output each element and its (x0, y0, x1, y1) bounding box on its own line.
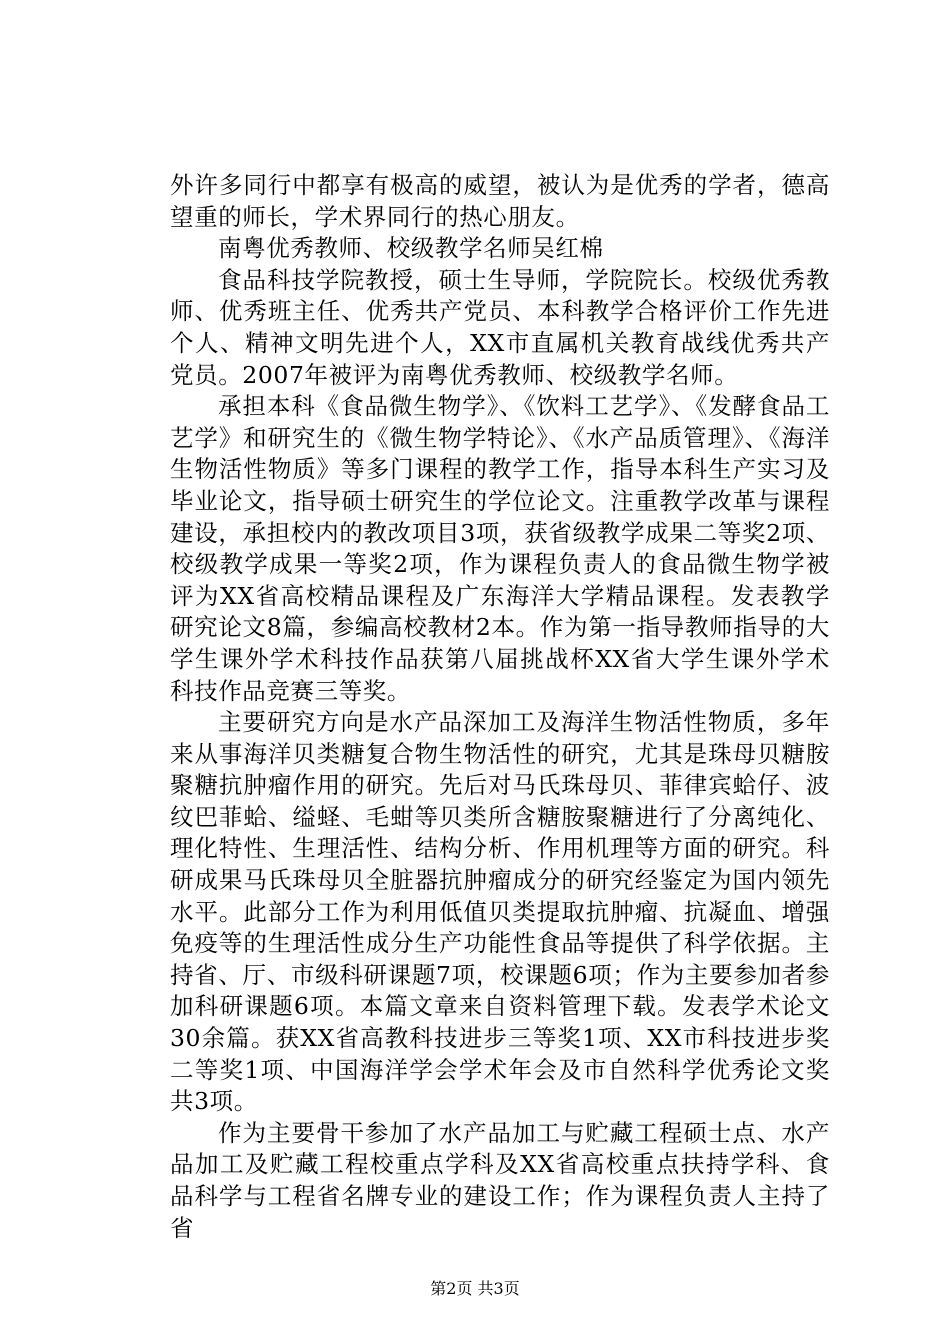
paragraph-continuation: 外许多同行中都享有极高的威望，被认为是优秀的学者，德高望重的师长，学术界同行的热心朋友。 (170, 171, 830, 231)
section-heading: 南粤优秀教师、校级教学名师吴红棉 (218, 234, 604, 263)
paragraph-research: 主要研究方向是水产品深加工及海洋生物活性物质，多年来从事海洋贝类糖复合物生物活性的研究，尤其是珠母贝糖胺聚糖抗肿瘤作用的研究。先后对马氏珠母贝、菲律宾蛤仔、波纹巴菲蛤、缢蛏、毛蚶等贝类所含糖胺聚糖进行了分离纯化、理化特性、生理活性、结构分析、作用机理等方面的研究。科研成果马氏珠母贝全脏器抗肿瘤成分的研究经鉴定为国内领先水平。此部分工作为利用低值贝类提取抗肿瘤、抗凝血、增强免疫等的生理活性成分生产功能性食品等提供了科学依据。主持省、厅、市级科研课题7项，校课题6项；作为主要参加者参加科研课题6项。本篇文章来自资料管理下载。发表学术论文30余篇。获XX省高教科技进步三等奖1项、XX市科技进步奖二等奖1项、中国海洋学会学术年会及市自然科学优秀论文奖共3项。 (170, 708, 830, 1116)
paragraph-teaching: 承担本科《食品微生物学》、《饮料工艺学》、《发酵食品工艺学》和研究生的《微生物学特论》、《水产品质管理》、《海洋生物活性物质》等多门课程的教学工作，指导本科生产实习及毕业论文，指导硕士研究生的学位论文。注重教学改革与课程建设，承担校内的教改项目3项，获省级教学成果二等奖2项、校级教学成果一等奖2项，作为课程负责人的食品微生物学被评为XX省高校精品课程及广东海洋大学精品课程。发表教学研究论文8篇，参编高校教材2本。作为第一指导教师指导的大学生课外学术科技作品获第八届挑战杯XX省大学生课外学术科技作品竞赛三等奖。 (170, 392, 830, 705)
paragraph-profile: 食品科技学院教授，硕士生导师，学院院长。校级优秀教师、优秀班主任、优秀共产党员、本科教学合格评价工作先进个人、精神文明先进个人，XX市直属机关教育战线优秀共产党员。2007年被评为南粤优秀教师、校级教学名师。 (170, 265, 830, 389)
paragraph-discipline: 作为主要骨干参加了水产品加工与贮藏工程硕士点、水产品加工及贮藏工程校重点学科及XX省高校重点扶持学科、食品科学与工程省名牌专业的建设工作；作为课程负责人主持了省 (170, 1118, 830, 1242)
page-number-footer: 第2页 共3页 (430, 1279, 520, 1298)
document-body (170, 170, 830, 1244)
